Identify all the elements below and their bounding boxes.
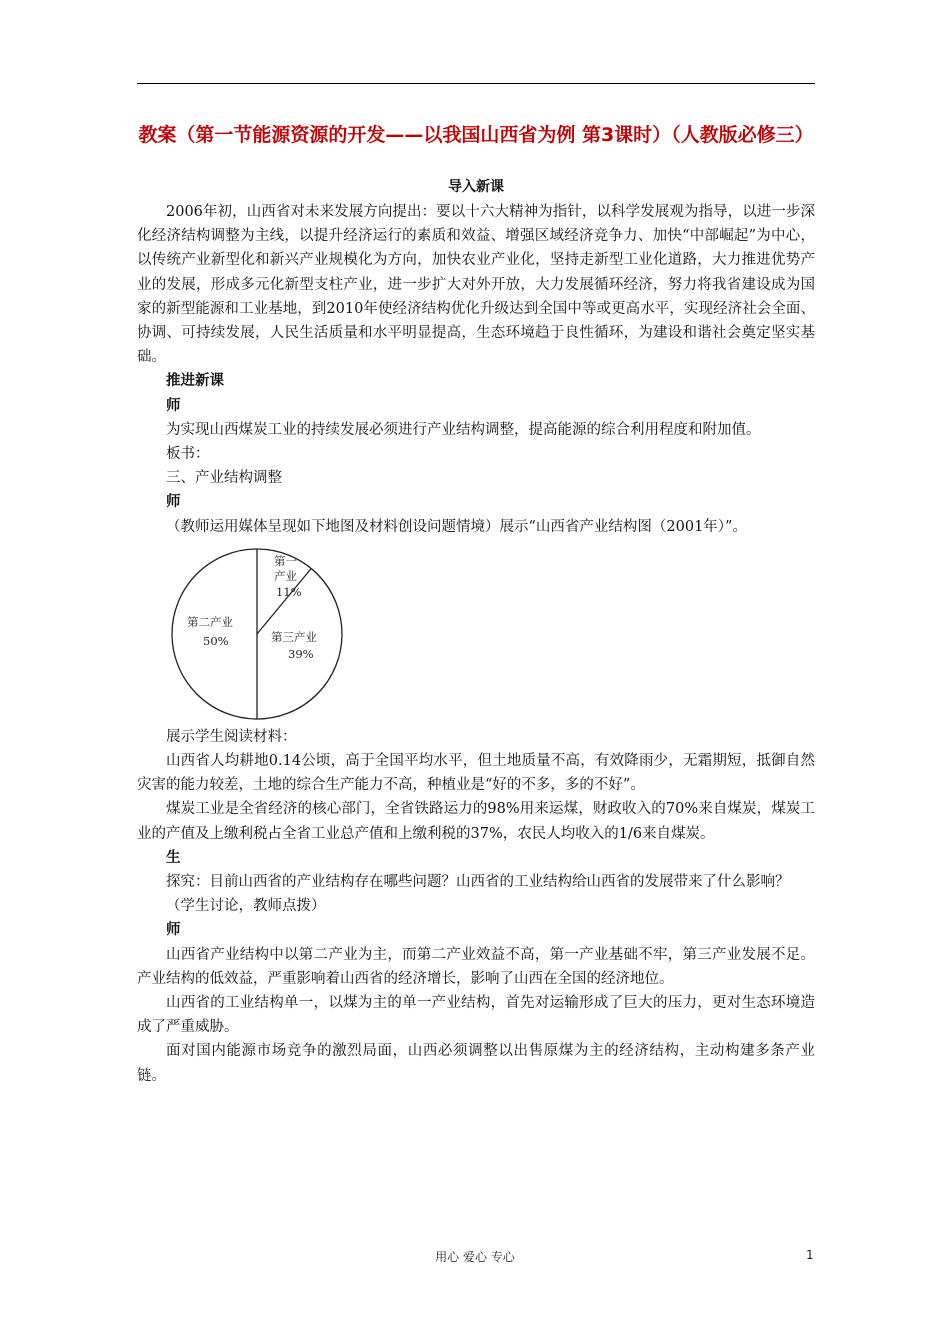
slice-value-primary: 11% [276, 584, 302, 599]
speaker-label: 师 [166, 494, 181, 511]
paragraph: 三、产业结构调整 [166, 470, 282, 487]
speaker-label: 生 [166, 849, 181, 866]
paragraph: 探究：目前山西省的产业结构存在哪些问题？山西省的工业结构给山西省的发展带来了什么影响？ [166, 874, 790, 891]
header-rule [137, 83, 815, 84]
paragraph: 板书： [166, 446, 210, 463]
slice-value-tertiary: 39% [288, 646, 314, 661]
footer-motto: 用心 爱心 专心 [435, 1250, 515, 1264]
speaker-label: 师 [166, 922, 181, 939]
industry-structure-pie-chart [170, 545, 344, 723]
slice-value-secondary: 50% [203, 633, 229, 648]
slice-label-primary-2: 产业 [274, 568, 297, 583]
section-heading-intro: 导入新课 [448, 179, 504, 195]
slice-label-tertiary: 第三产业 [271, 629, 317, 644]
paragraph: 山西省人均耕地0.14公顷，高于全国平均水平，但土地质量不高，有效降雨少，无霜期短，抵御自然灾害的能力较差，土地的综合生产能力不高，种植业是“好的不多，多的不好”。 [137, 753, 815, 794]
paragraph: 为实现山西煤炭工业的持续发展必须进行产业结构调整，提高能源的综合利用程度和附加值。 [166, 421, 761, 438]
paragraph: （教师运用媒体呈现如下地图及材料创设问题情境）展示“山西省产业结构图（2001年）”。 [166, 518, 747, 535]
paragraph: 山西省的工业结构单一，以煤为主的单一产业结构，首先对运输形成了巨大的压力，更对生态环境造成了严重威胁。 [137, 995, 815, 1036]
document-body [137, 200, 815, 1088]
document-title: 教案（第一节能源资源的开发——以我国山西省为例 第3课时）（人教版必修三） [138, 124, 814, 146]
paragraph: 面对国内能源市场竞争的激烈局面，山西必须调整以出售原煤为主的经济结构，主动构建多条产业链。 [137, 1043, 815, 1084]
paragraph: 煤炭工业是全省经济的核心部门，全省铁路运力的98%用来运煤，财政收入的70%来自煤炭，煤炭工业的产值及上缴利税占全省工业总产值和上缴利税的37%，农民人均收入的1/6来自煤炭。 [137, 801, 815, 842]
paragraph: （学生讨论，教师点拨） [166, 898, 326, 915]
paragraph: 展示学生阅读材料： [166, 728, 297, 745]
paragraph: 山西省产业结构中以第二产业为主，而第二产业效益不高，第一产业基础不牢，第三产业发展不足。产业结构的低效益，严重影响着山西省的经济增长，影响了山西在全国的经济地位。 [137, 946, 815, 987]
slice-label-primary: 第一 [274, 553, 297, 568]
section-heading-advance: 推进新课 [166, 373, 224, 390]
speaker-label: 师 [166, 397, 181, 414]
paragraph: 2006年初，山西省对未来发展方向提出：要以十六大精神为指针，以科学发展观为指导，以进一步深化经济结构调整为主线，以提升经济运行的素质和效益、增强区域经济竞争力、加快“中部崛起”为中心，以传统产业新型化和新兴产业规模化为方向，加快农业产业化，坚持走新型工业化道路，大力推进优势产业的发展，形成多元化新型支柱产业，进一步扩大对外开放，大力发展循环经济，努力将我省建设成为国家的新型能源和工业基地，到2010年使经济结构优化升级达到全国中等或更高水平，实现经济社会全面、协调、可持续发展，人民生活质量和水平明显提高，生态环境趋于良性循环，为建设和谐社会奠定坚实基础。 [137, 204, 815, 366]
slice-label-secondary: 第二产业 [187, 614, 233, 629]
page-number: 1 [806, 1248, 814, 1262]
